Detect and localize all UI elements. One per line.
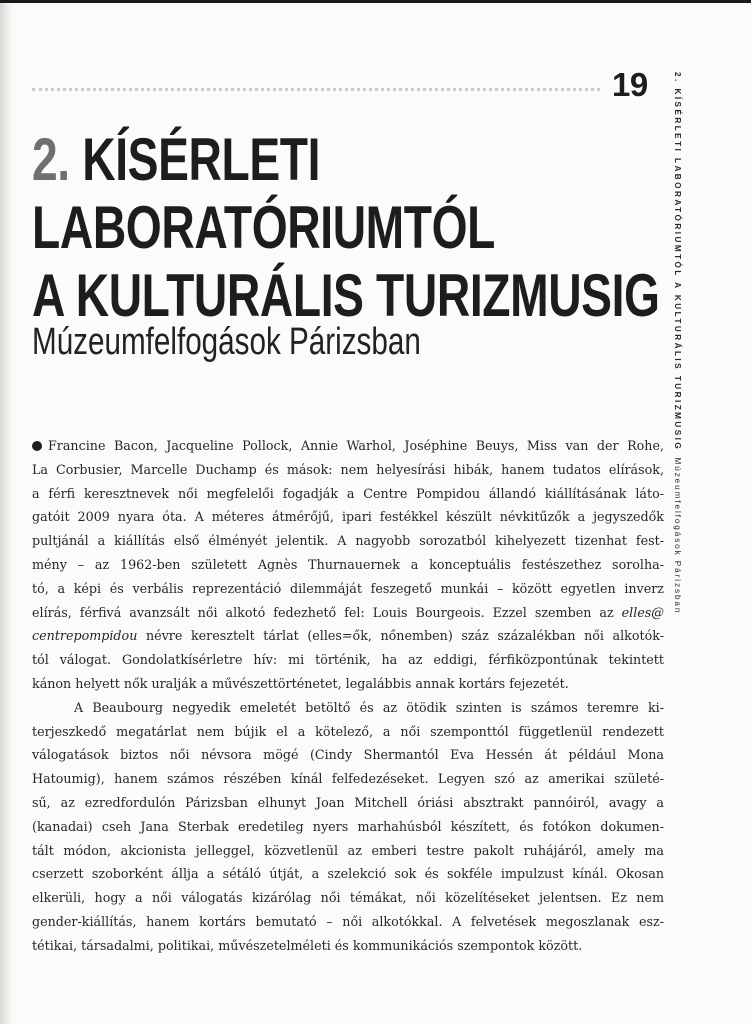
chapter-title-line-2: LABORATÓRIUMTÓL: [32, 194, 495, 261]
paragraph-2-line: tált módon, akcionista jelleggel, közvetlenül az emberi testre pakolt ruhájáról, amely ma: [32, 842, 664, 858]
paragraph-2-line: A Beaubourg negyedik emeletét betöltő és az ötödik szinten is számos teremre ki-: [74, 699, 664, 715]
paragraph-1-line: Francine Bacon, Jacqueline Pollock, Annie Warhol, Joséphine Beuys, Miss van der Rohe,: [32, 434, 664, 458]
running-head-subtitle: Múzeumfelfogások Párizsban: [673, 457, 682, 615]
paragraph-2-line: válogatások biztos női névsora mögé (Cindy Shermantól Eva Hessén át például Mona: [32, 747, 664, 763]
paragraph-1-line: a férfi keresztnevek női megfelelői fogadják a Centre Pompidou állandó kiállításának láto-: [32, 485, 664, 501]
running-head: [669, 72, 683, 615]
paragraph-2-line: terjeszkedő megatárlat nem bújik el a kötelező, a női szemponttól függetlenül rendezett: [32, 723, 664, 739]
paragraph-1-line: gatóit 2009 nyara óta. A méteres átmérőjű, ipari festékkel készült névkitűzők a jegyszedők: [32, 509, 664, 525]
chapter-number: 2.: [32, 126, 70, 193]
paragraph-1-line: La Corbusier, Marcelle Duchamp és mások: nem helyesírási hibák, hanem tudatos elírások,: [32, 461, 664, 477]
body-text: [32, 434, 664, 958]
chapter-title: [32, 126, 660, 330]
chapter-title-line-3: A KULTURÁLIS TURIZMUSIG: [32, 262, 660, 329]
paragraph-1-line: tól válogat. Gondolatkísérletre hív: mi történik, ha az eddigi, férfiközpontúnak tekintett: [32, 652, 664, 668]
paragraph-1-line: kánon helyett nők uralják a művészettörténetet, legalábbis annak kortárs fejezetét.: [32, 675, 569, 691]
chapter-title-line-1: KÍSÉRLETI: [82, 126, 321, 193]
paragraph-2-line: sű, az ezredfordulón Párizsban elhunyt Joan Mitchell óriási absztrakt pannóiról, avagy a: [32, 794, 664, 810]
chapter-subtitle: Múzeumfelfogások Párizsban: [32, 321, 421, 363]
paragraph-2-line: tétikai, társadalmi, politikai, művészetelméleti és kommunikációs szempontok között.: [32, 937, 583, 953]
paragraph-2-line: elkerüli, hogy a női válogatás kizárólag női témákat, női közelítéseket jelentsen. Ez nem: [32, 890, 664, 906]
paragraph-1-line: tó, a képi és verbális reprezentáció dilemmáját feszegető munkái – között egyetlen inverz: [32, 580, 664, 596]
page-top-edge: [0, 0, 751, 3]
paragraph-1-line: mény – az 1962-ben született Agnès Thurnauernek a konceptuális festészethez sorolha-: [32, 556, 664, 572]
italic-text: centrepompidou: [32, 628, 138, 644]
dotted-rule: [32, 88, 600, 91]
paragraph-2-line: (kanadai) cseh Jana Sterbak eredetileg nyers marhahúsból készített, és fotókon dokumen-: [32, 818, 664, 834]
paragraph-2-line: cserzett szoborként állja a sétáló útját, a szelekció sok és sokféle impulzust kínál. Okosan: [32, 866, 664, 882]
paragraph-2-line: Hatoumig), hanem számos részében kínál felfedezéseket. Legyen szó az amerikai születé-: [32, 771, 664, 787]
page-number: 19: [612, 66, 648, 103]
paragraph-1-line: centrepompidou névre keresztelt tárlat (elles=ők, nőnemben) száz százalékban női alkotók-: [32, 628, 664, 644]
bullet-icon: [32, 441, 42, 451]
paragraph-1-line: pultjánál a kiállítás első élményét jelentik. A nagyobb sorozatból kihelyezett tizenhat fest-: [32, 533, 664, 549]
italic-text: elles@: [621, 604, 664, 620]
paragraph-2-line: gender-kiállítás, hanem kortárs bemutató – női alkotókkal. A felvetések megoszlanak esz-: [32, 913, 664, 929]
page-gutter-shadow: [0, 0, 14, 1024]
running-head-title: 2. KÍSÉRLETI LABORATÓRIUMTÓL A KULTURÁLIS TURIZMUSIG: [673, 72, 682, 452]
paragraph-1-line: elírás, férfivá avanzsált női alkotó fedezhető fel: Louis Bourgeois. Ezzel szemben az elles@: [32, 604, 664, 620]
